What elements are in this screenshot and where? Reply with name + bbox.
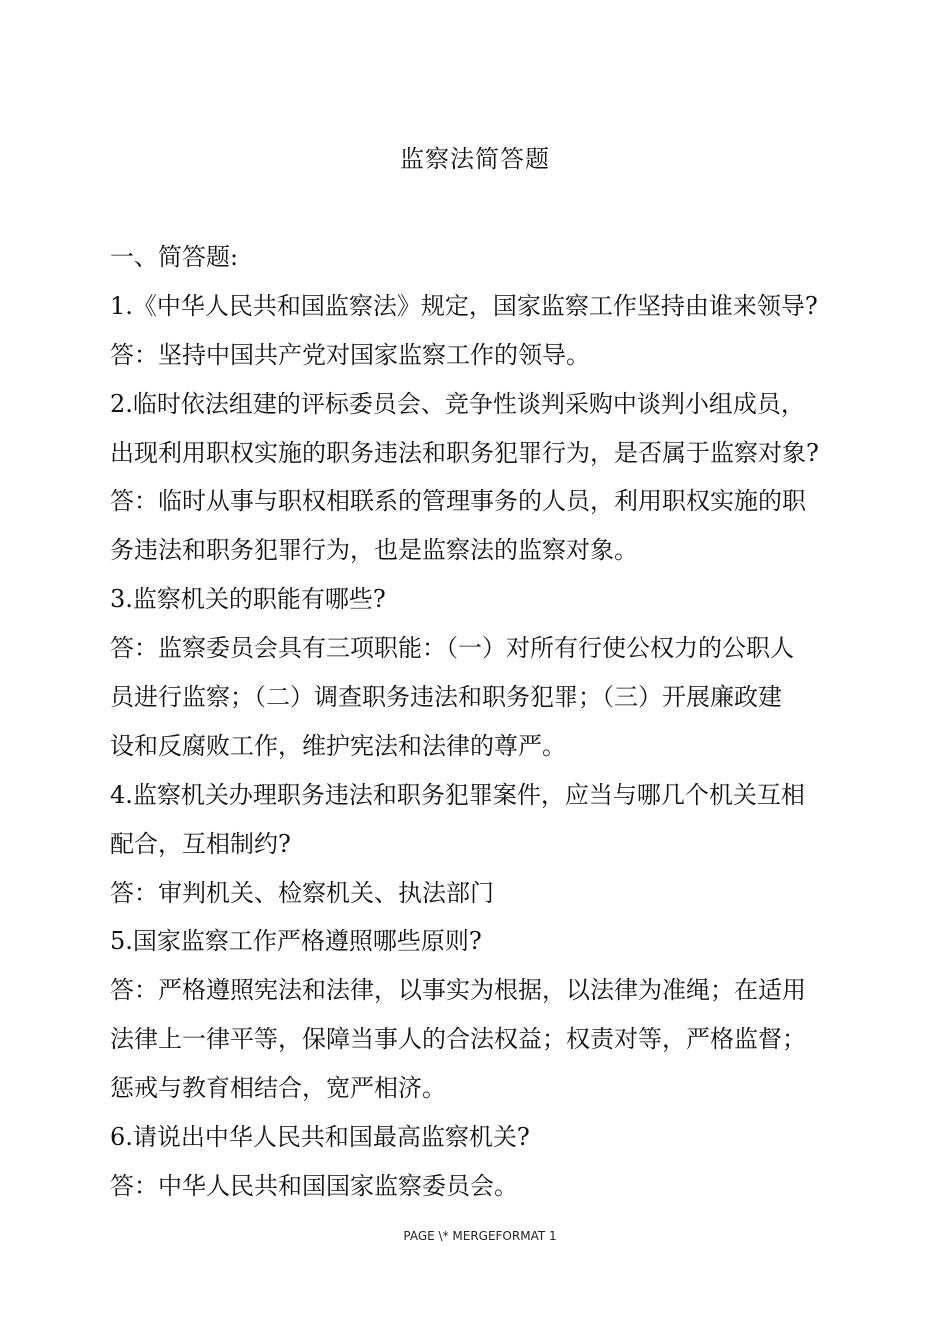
question-1: 1.《中华人民共和国监察法》规定，国家监察工作坚持由谁来领导? <box>110 291 818 320</box>
answer-5-line-3: 惩戒与教育相结合，宽严相济。 <box>110 1074 446 1103</box>
answer-2-line-2: 务违法和职务犯罪行为，也是监察法的监察对象。 <box>110 536 638 565</box>
answer-2-line-1: 答：临时从事与职权相联系的管理事务的人员，利用职权实施的职 <box>110 487 806 516</box>
answer-5-line-2: 法律上一律平等，保障当事人的合法权益；权责对等，严格监督； <box>110 1025 806 1054</box>
answer-6: 答：中华人民共和国国家监察委员会。 <box>110 1171 518 1200</box>
question-5: 5.国家监察工作严格遵照哪些原则? <box>110 927 482 956</box>
section-heading: 一、简答题: <box>110 243 239 271</box>
answer-5-line-1: 答：严格遵照宪法和法律，以事实为根据，以法律为准绳；在适用 <box>110 976 806 1005</box>
question-2-line-1: 2.临时依法组建的评标委员会、竞争性谈判采购中谈判小组成员， <box>110 389 805 418</box>
answer-3-line-2: 员进行监察；（二）调查职务违法和职务犯罪；（三）开展廉政建 <box>110 683 782 712</box>
question-4-line-2: 配合，互相制约? <box>110 829 291 858</box>
answer-1: 答：坚持中国共产党对国家监察工作的领导。 <box>110 340 590 369</box>
answer-3-line-3: 设和反腐败工作，维护宪法和法律的尊严。 <box>110 731 566 760</box>
answer-3-line-1: 答：监察委员会具有三项职能：（一）对所有行使公权力的公职人 <box>110 634 794 663</box>
document-body <box>110 240 870 1218</box>
answer-4: 答：审判机关、检察机关、执法部门 <box>110 878 494 907</box>
question-4-line-1: 4.监察机关办理职务违法和职务犯罪案件，应当与哪几个机关互相 <box>110 780 805 809</box>
page-footer: PAGE \* MERGEFORMAT 1 <box>403 1229 557 1243</box>
question-2-line-2: 出现利用职权实施的职务违法和职务犯罪行为，是否属于监察对象? <box>110 438 819 467</box>
document-title: 监察法简答题 <box>400 145 550 173</box>
question-3: 3.监察机关的职能有哪些? <box>110 585 386 614</box>
question-6: 6.请说出中华人民共和国最高监察机关? <box>110 1123 530 1152</box>
